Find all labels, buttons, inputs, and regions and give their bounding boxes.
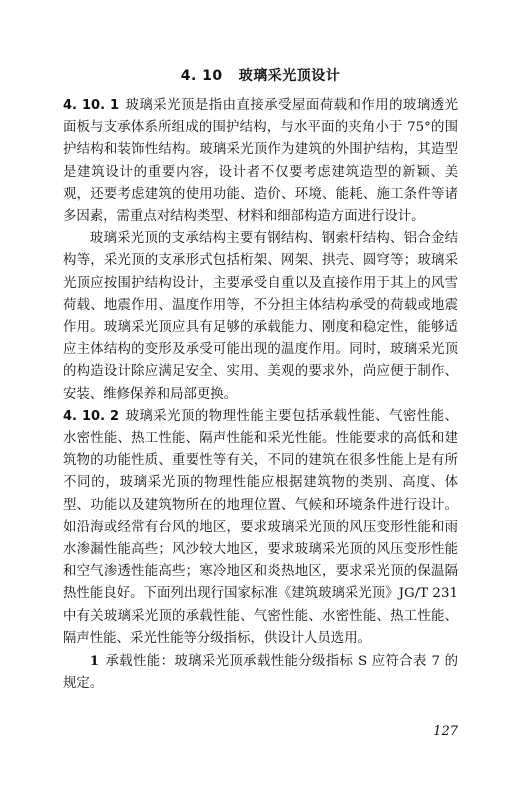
clause-item-1 bbox=[63, 650, 458, 695]
clause-number: 4. 10. 1 bbox=[63, 98, 120, 113]
section-title-text: 玻璃采光顶设计 bbox=[238, 68, 341, 84]
item-text: 承载性能：玻璃采光顶承载性能分级指标 S 应符合表 7 的规定。 bbox=[63, 654, 458, 692]
clause-number: 4. 10. 2 bbox=[63, 408, 120, 424]
clause-4-10-1 bbox=[63, 95, 458, 228]
item-number: 1 bbox=[89, 653, 100, 670]
body-text bbox=[63, 95, 458, 695]
clause-text: 玻璃采光顶是指由直接承受屋面荷载和作用的玻璃透光面板与支承体系所组成的围护结构，与水平面的夹角小于 75°的围护结构和装饰性结构。玻璃采光顶作为建筑的外围护结构，其造型是建筑设计的重要内容，设计者不仅要考虑建筑造型的新颖、美观，还要考虑建筑的使用功能、造价、环境、能耗、施工条件等诸多因素，需重点对结构类型、材料和细部构造方面进行设计。 bbox=[63, 98, 458, 225]
clause-4-10-2 bbox=[63, 406, 458, 650]
clause-text: 玻璃采光顶的支承结构主要有钢结构、钢索杆结构、铝合金结构等，采光顶的支承形式包括桁架、网架、拱壳、圆穹等；玻璃采光顶应按围护结构设计，主要承受自重以及直接作用于其上的风雪荷载、地震作用、温度作用等，不分担主体结构承受的荷载或地震作用。玻璃采光顶应具有足够的承载能力、刚度和稳定性，能够适应主体结构的变形及承受可能出现的温度作用。同时，玻璃采光顶的构造设计除应满足安全、实用、美观的要求外，尚应便于制作、安装、维修保养和局部更换。 bbox=[63, 231, 458, 402]
section-number: 4. 10 bbox=[180, 68, 223, 84]
document-page bbox=[63, 0, 458, 787]
section-heading bbox=[63, 66, 458, 86]
clause-4-10-1-continued bbox=[63, 228, 458, 406]
page-number: 127 bbox=[433, 724, 458, 739]
clause-text: 玻璃采光顶的物理性能主要包括承载性能、气密性能、水密性能、热工性能、隔声性能和采光性能。性能要求的高低和建筑物的功能性质、重要性等有关，不同的建筑在很多性能上是有所不同的，玻璃采光顶的物理性能应根据建筑物的类别、高度、体型、功能以及建筑物所在的地理位置、气候和环境条件进行设计。如沿海或经常有台风的地区，要求玻璃采光顶的风压变形性能和雨水渗漏性能高些；风沙较大地区，要求玻璃采光顶的风压变形性能和空气渗透性能高些；寒冷地区和炎热地区，要求采光顶的保温隔热性能良好。下面列出现行国家标准《建筑玻璃采光顶》JG/T 231 中有关玻璃采光顶的承载性能、气密性能、水密性能、热工性能、隔声性能、采光性能等分级指标，供设计人员选用。 bbox=[63, 408, 458, 646]
